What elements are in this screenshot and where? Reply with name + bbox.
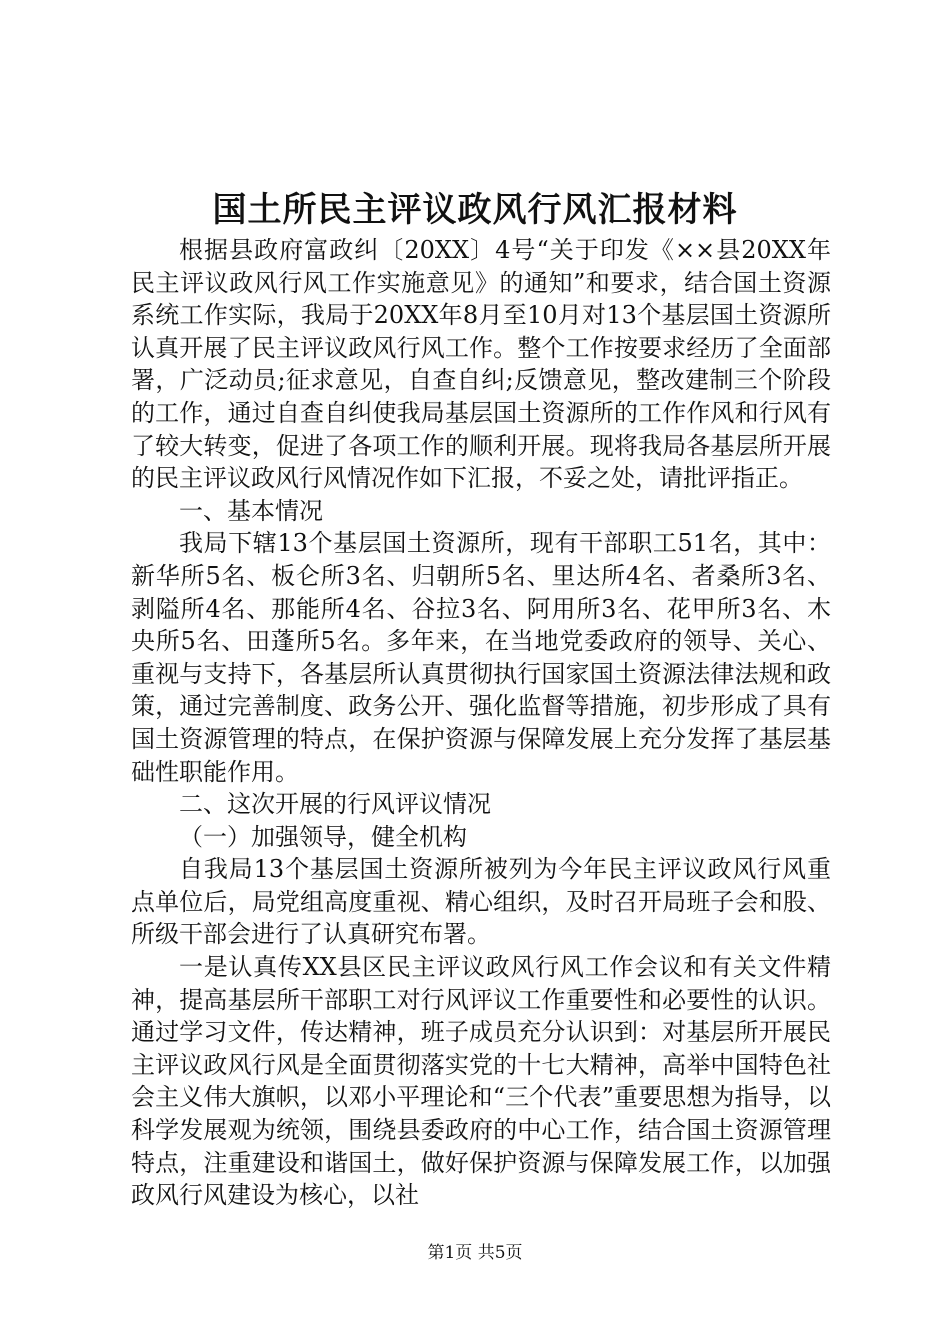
section-heading-review-situation: 二、这次开展的行风评议情况 [179,790,491,819]
paragraph-first-point: 一是认真传XX县区民主评议政风行风工作会议和有关文件精神，提高基层所干部职工对行风评议工作重要性和必要性的认识。通过学习文件，传达精神，班子成员充分认识到：对基层所开展民主评议政风行风是全面贯彻落实党的十七大精神，高举中国特色社会主义伟大旗帜，以邓小平理论和“三个代表”重要思想为指导，以科学发展观为统领，围绕县委政府的中心工作，结合国土资源管理特点，注重建设和谐国土，做好保护资源与保障发展工作，以加强政风行风建设为核心，以社 [131,953,831,1210]
subsection-heading-leadership: （一）加强领导，健全机构 [179,822,467,851]
document-title: 国土所民主评议政风行风汇报材料 [212,190,738,230]
document-body [131,234,831,1212]
paragraph-intro: 根据县政府富政纠〔20XX〕4号“关于印发《××县20XX年民主评议政风行风工作实施意见》的通知”和要求，结合国土资源系统工作实际，我局于20XX年8月至10月对13个基层国土资源所认真开展了民主评议政风行风工作。整个工作按要求经历了全面部署，广泛动员;征求意见，自查自纠;反馈意见，整改建制三个阶段的工作，通过自查自纠使我局基层国土资源所的工作作风和行风有了较大转变，促进了各项工作的顺利开展。现将我局各基层所开展的民主评议政风行风情况作如下汇报，不妥之处，请批评指正。 [131,236,831,493]
section-heading-basic-situation: 一、基本情况 [179,496,323,525]
paragraph-basic-situation: 我局下辖13个基层国土资源所，现有干部职工51名，其中：新华所5名、板仑所3名、归朝所5名、里达所4名、者桑所3名、剥隘所4名、那能所4名、谷拉3名、阿用所3名、花甲所3名、木央所5名、田蓬所5名。多年来，在当地党委政府的领导、关心、重视与支持下，各基层所认真贯彻执行国家国土资源法律法规和政策，通过完善制度、政务公开、强化监督等措施，初步形成了具有国土资源管理的特点，在保护资源与保障发展上充分发挥了基层基础性职能作用。 [131,529,831,786]
paragraph-leadership: 自我局13个基层国土资源所被列为今年民主评议政风行风重点单位后，局党组高度重视、精心组织，及时召开局班子会和股、所级干部会进行了认真研究布署。 [131,855,831,949]
page-footer: 第1页 共5页 [427,1243,523,1263]
